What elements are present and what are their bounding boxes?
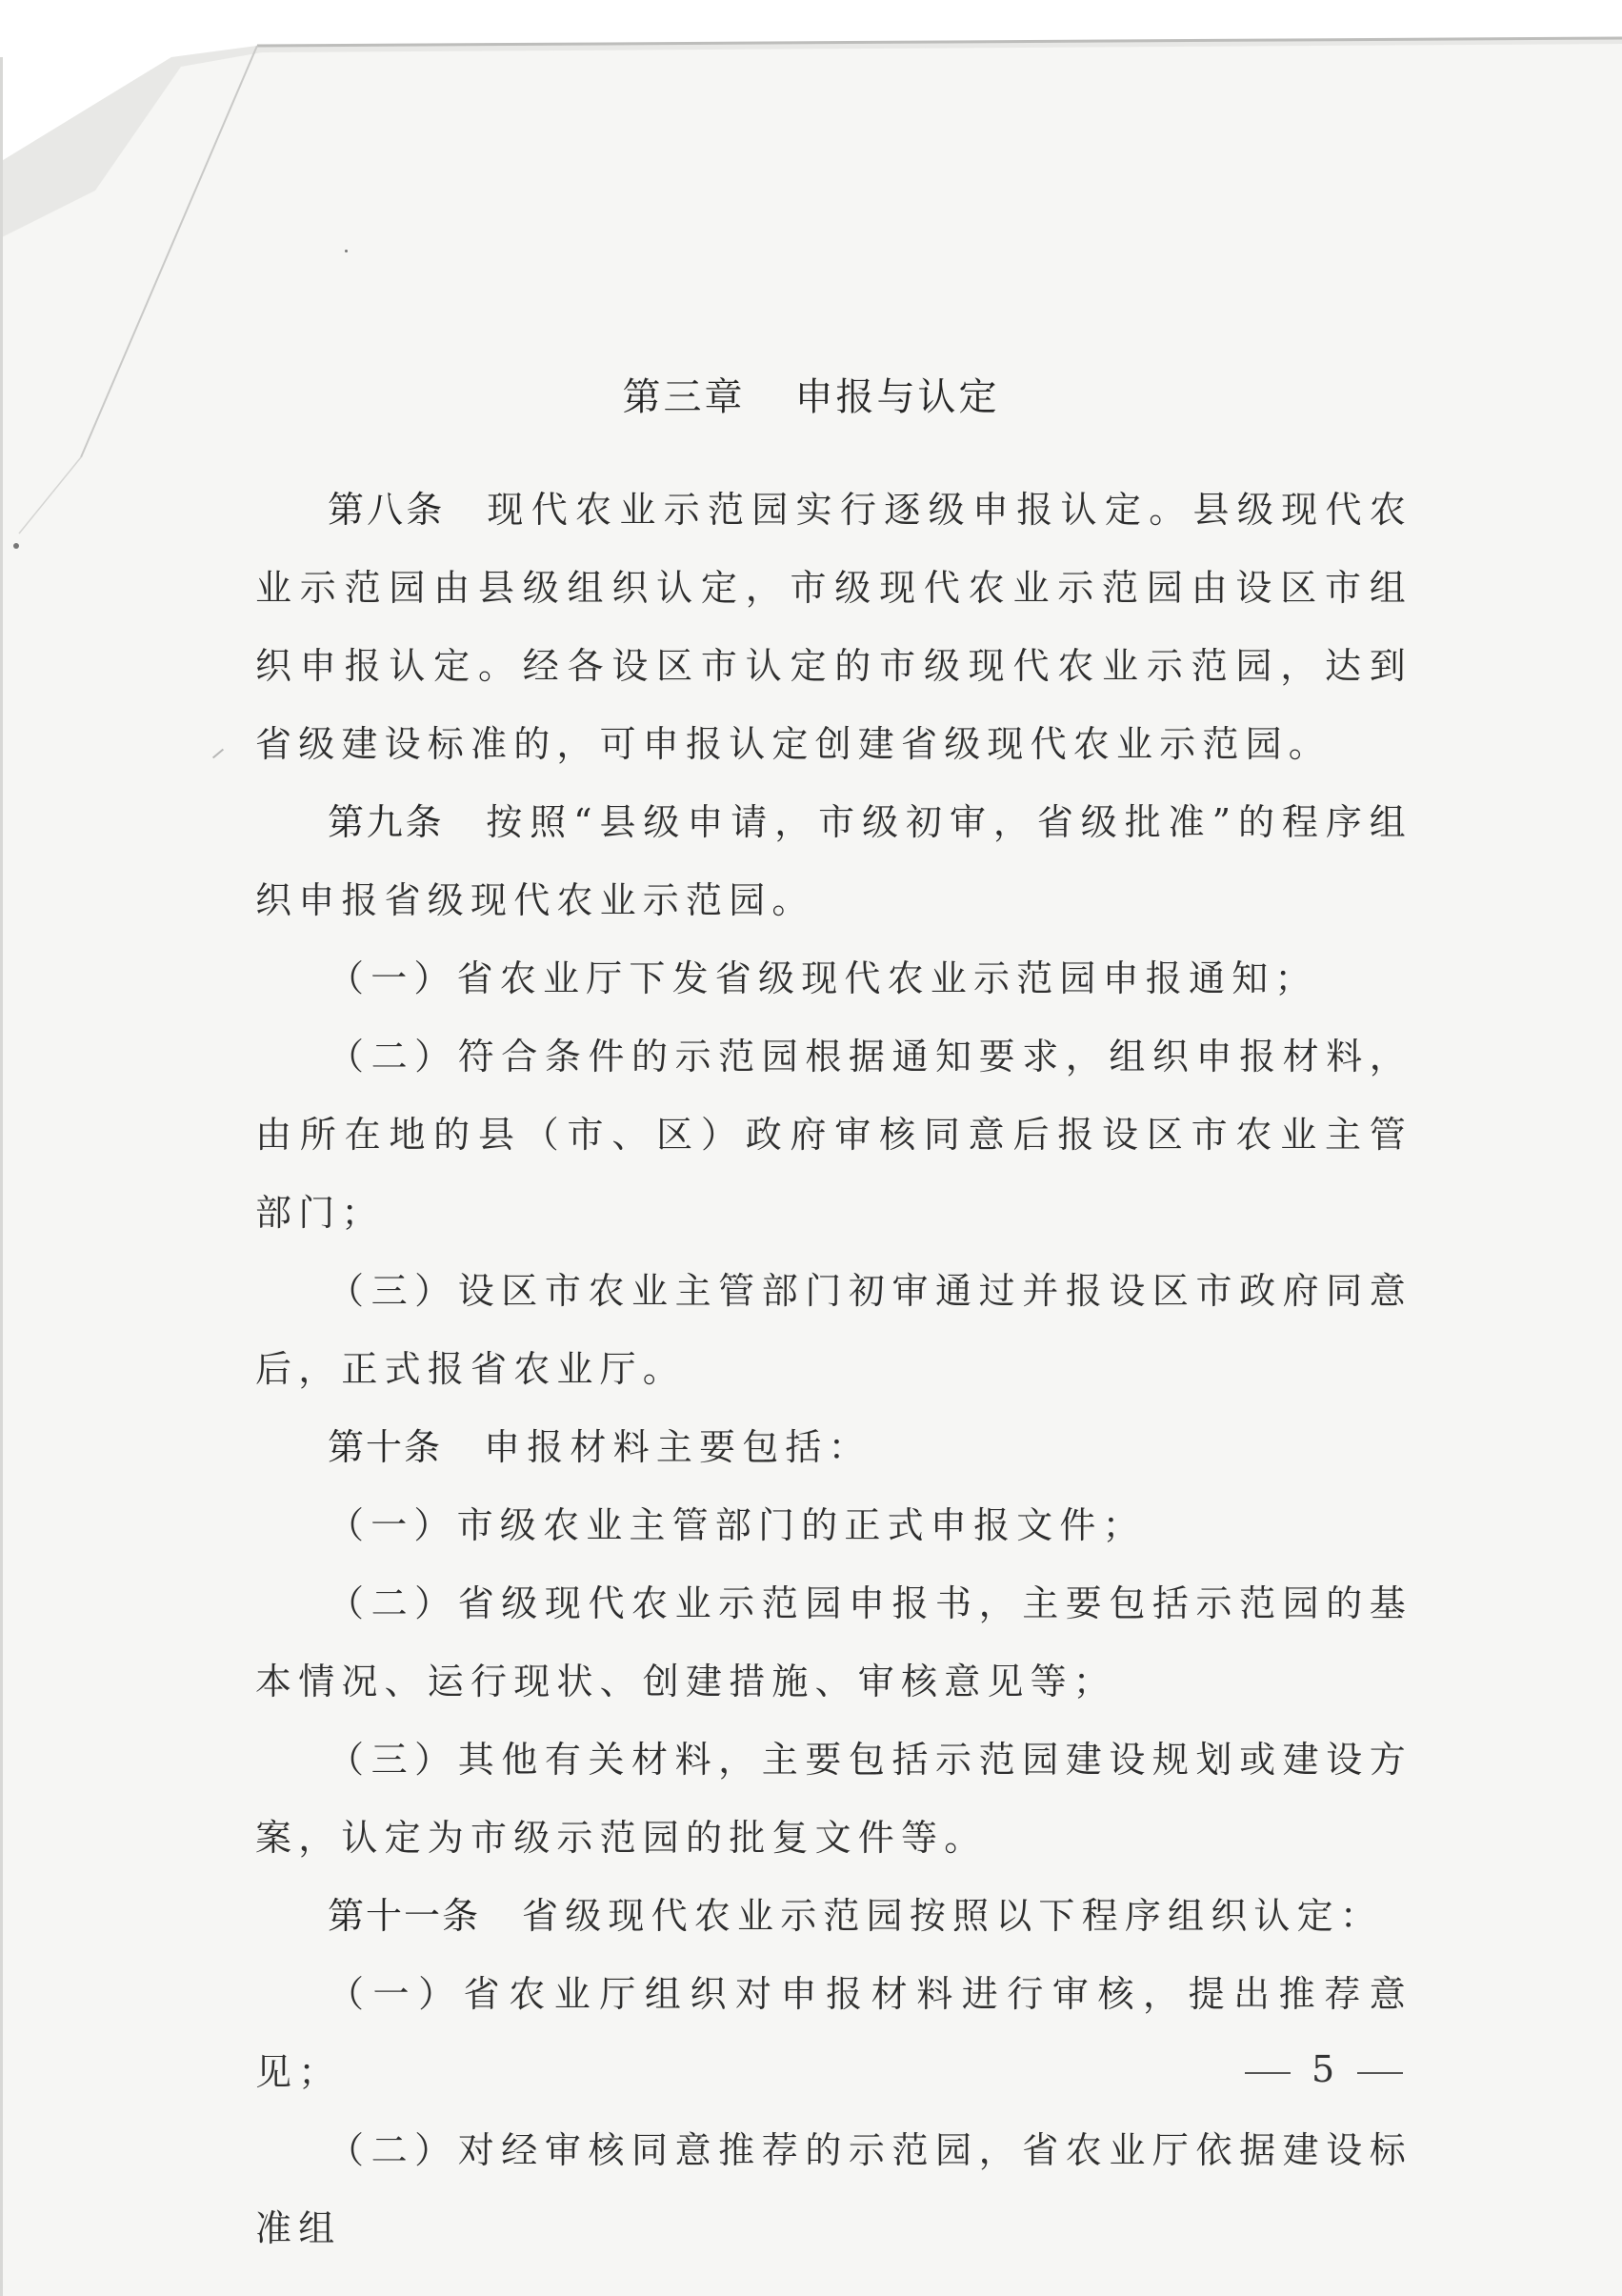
article-label: 第十一条 <box>328 1895 481 1937</box>
article-label: 第九条 <box>328 801 445 843</box>
chapter-heading <box>0 367 1622 421</box>
document-body <box>255 471 1412 2267</box>
paragraph-text: （三）其他有关材料，主要包括示范园建设规划或建设方案，认定为市级示范园的批复文件等。 <box>255 1739 1412 1859</box>
list-item-paragraph <box>255 1564 1412 1721</box>
article-paragraph <box>255 783 1412 939</box>
paragraph-text: （三）设区市农业主管部门初审通过并报设区市政府同意后，正式报省农业厅。 <box>255 1270 1412 1390</box>
article-label: 第十条 <box>328 1426 443 1468</box>
paragraph-text: 申报材料主要包括： <box>484 1426 871 1468</box>
paragraph-text: （一）省农业厅组织对申报材料进行审核，提出推荐意见； <box>255 1973 1412 2093</box>
paragraph-text: 省级现代农业示范园按照以下程序组织认定： <box>522 1895 1384 1937</box>
paragraph-text: （二）符合条件的示范园根据通知要求，组织申报材料，由所在地的县（市、区）政府审核同意后报设区市农业主管部门； <box>255 1036 1412 1234</box>
list-item-paragraph <box>255 939 1412 1017</box>
page-number-right-dash <box>1357 2072 1403 2074</box>
page-number <box>1224 2048 1424 2090</box>
scan-speck <box>13 543 19 549</box>
paragraph-text: （一）市级农业主管部门的正式申报文件； <box>328 1504 1146 1546</box>
article-label: 第八条 <box>328 489 446 531</box>
scan-speck <box>212 749 224 759</box>
article-paragraph <box>255 1408 1412 1486</box>
paragraph-text: 按照“县级申请，市级初审，省级批准”的程序组织申报省级现代农业示范园。 <box>255 801 1412 921</box>
paragraph-text: （一）省农业厅下发省级现代农业示范园申报通知； <box>328 957 1318 999</box>
list-item-paragraph <box>255 1486 1412 1564</box>
scan-speck <box>345 250 348 252</box>
paragraph-text: 现代农业示范园实行逐级申报认定。县级现代农业示范园由县级组织认定，市级现代农业示范园由设区市组织申报认定。经各设区市认定的市级现代农业示范园，达到省级建设标准的，可申报认定创建省级现代农业示范园。 <box>255 489 1412 765</box>
chapter-number: 第三章 <box>622 375 746 419</box>
list-item-paragraph <box>255 1252 1412 1408</box>
article-paragraph <box>255 471 1412 783</box>
list-item-paragraph <box>255 1721 1412 1877</box>
list-item-paragraph <box>255 1017 1412 1252</box>
paragraph-text: （二）对经审核同意推荐的示范园，省农业厅依据建设标准组 <box>255 2129 1412 2249</box>
chapter-title-text: 申报与认定 <box>794 375 1000 419</box>
article-paragraph <box>255 1877 1412 1955</box>
page-number-left-dash <box>1245 2072 1291 2074</box>
list-item-paragraph <box>255 2111 1412 2267</box>
paragraph-text: （二）省级现代农业示范园申报书，主要包括示范园的基本情况、运行现状、创建措施、审核意见等； <box>255 1582 1412 1702</box>
page-number-value: 5 <box>1312 2048 1337 2090</box>
